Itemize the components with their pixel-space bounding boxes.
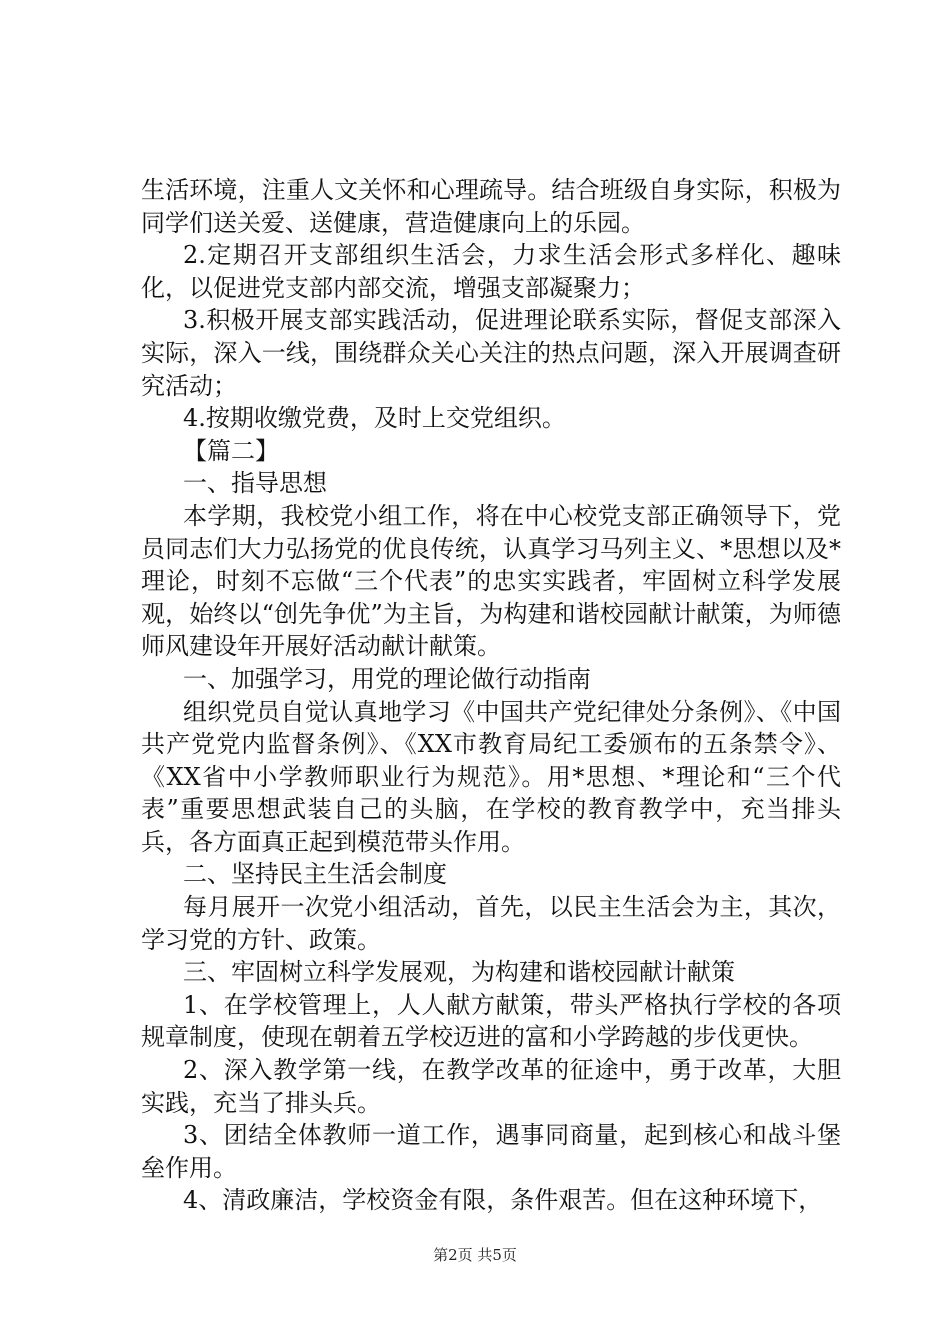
section-heading: 一、指导思想 <box>183 469 327 498</box>
page-number-footer: 第2页 共5页 <box>433 1246 517 1264</box>
section-heading: 【篇二】 <box>183 436 279 465</box>
paragraph: 每月展开一次党小组活动，首先，以民主生活会为主，其次，学习党的方针、政策。 <box>141 893 841 954</box>
paragraph: 2.定期召开支部组织生活会，力求生活会形式多样化、趣味化，以促进党支部内部交流，增强支部凝聚力； <box>141 241 841 302</box>
paragraph: 生活环境，注重人文关怀和心理疏导。结合班级自身实际，积极为同学们送关爱、送健康，营造健康向上的乐园。 <box>141 176 841 237</box>
paragraph: 3.积极开展支部实践活动，促进理论联系实际，督促支部深入实际，深入一线，围绕群众关心关注的热点问题，深入开展调查研究活动； <box>141 306 841 400</box>
paragraph: 2、深入教学第一线，在教学改革的征途中，勇于改革，大胆实践，充当了排头兵。 <box>141 1056 841 1117</box>
paragraph: 3、团结全体教师一道工作，遇事同商量，起到核心和战斗堡垒作用。 <box>141 1121 841 1182</box>
paragraph: 1、在学校管理上，人人献方献策，带头严格执行学校的各项规章制度，使现在朝着五学校迈进的富和小学跨越的步伐更快。 <box>141 990 841 1052</box>
section-heading: 一、加强学习，用党的理论做行动指南 <box>183 664 591 693</box>
paragraph: 本学期，我校党小组工作，将在中心校党支部正确领导下，党员同志们大力弘扬党的优良传统，认真学习马列主义、*思想以及*理论，时刻不忘做“三个代表”的忠实实践者，牢固树立科学发展观，始终以“创先争优”为主旨，为构建和谐校园献计献策，为师德师风建设年开展好活动献计献策。 <box>141 501 841 661</box>
paragraph: 4.按期收缴党费，及时上交党组织。 <box>183 404 566 433</box>
section-heading: 三、牢固树立科学发展观，为构建和谐校园献计献策 <box>183 958 735 987</box>
paragraph: 4、清政廉洁，学校资金有限，条件艰苦。但在这种环境下， <box>183 1186 823 1215</box>
section-heading: 二、坚持民主生活会制度 <box>183 860 447 889</box>
paragraph: 组织党员自觉认真地学习《中国共产党纪律处分条例》、《中国共产党党内监督条例》、《XX市教育局纪工委颁布的五条禁令》、《XX省中小学教师职业行为规范》。用*思想、*理论和“三个代表”重要思想武装自己的头脑，在学校的教育教学中，充当排头兵，各方面真正起到模范带头作用。 <box>141 697 841 856</box>
document-body <box>141 174 841 1217</box>
